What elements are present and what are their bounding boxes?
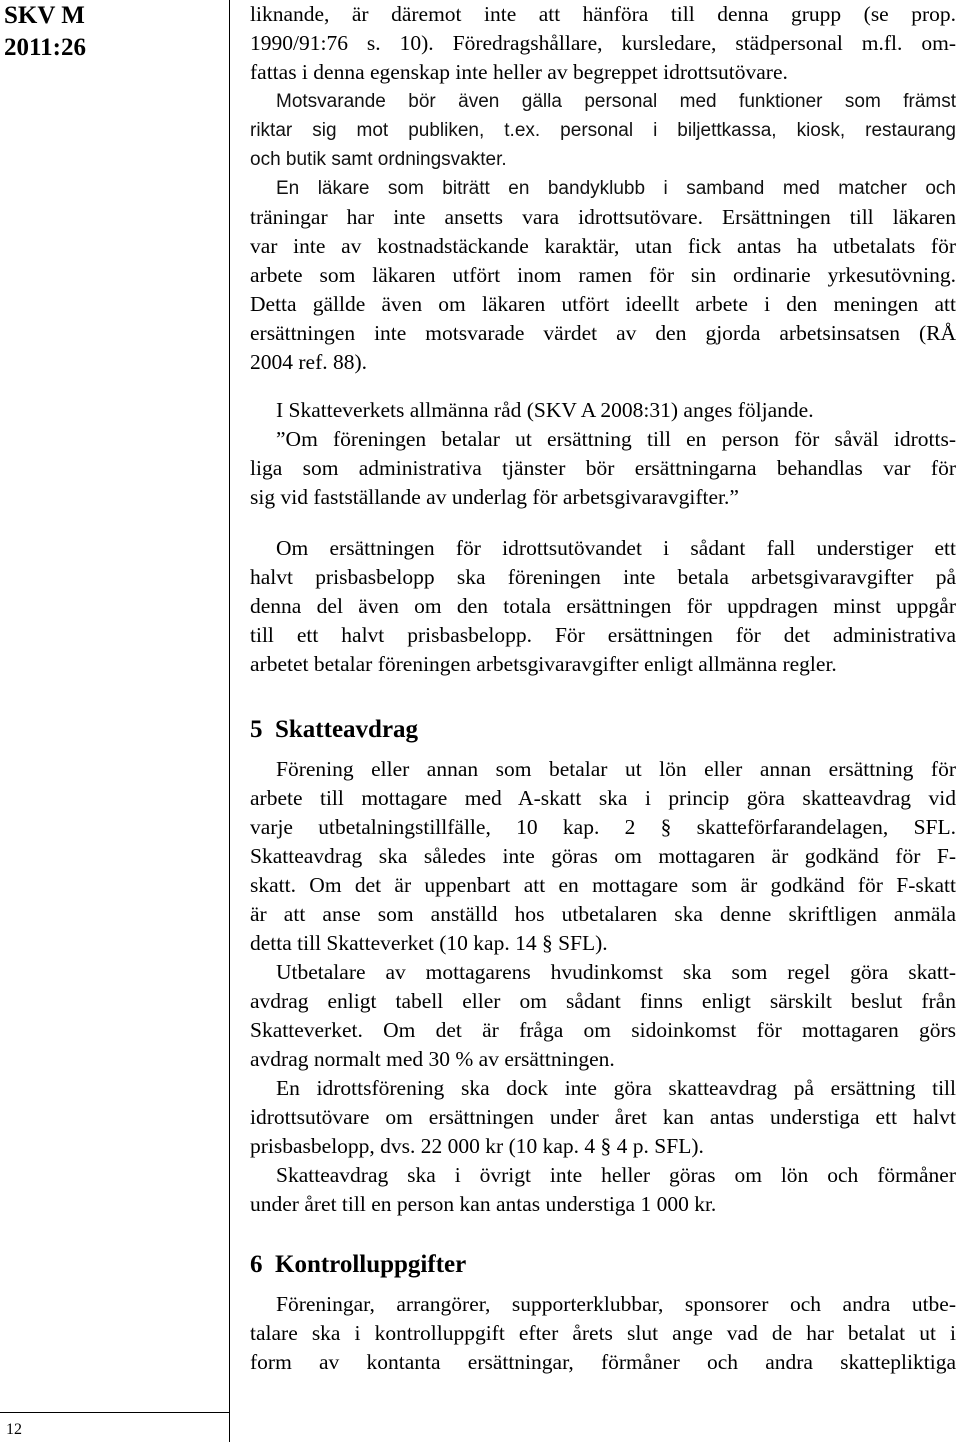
section-heading-6 [250,1250,466,1280]
text-line: och butik samt ordningsvakter. [250,149,507,170]
document-id-line2: 2011:26 [4,34,86,61]
text-line: liknande, är däremot inte att hänföra till denna grupp (se prop. [250,2,956,26]
document-id [4,0,86,64]
text-line: En läkare som biträtt en bandyklubb i samband med matcher och [276,178,956,199]
quote-close-mark: ” [729,485,739,509]
text-line: under året till en person kan antas understiga 1 000 kr. [250,1192,717,1216]
text-line: Skatteavdrag ska således inte göras om mottagaren är godkänd för F- [250,844,956,868]
general-advice-intro: I Skatteverkets allmänna råd (SKV A 2008:31) anges följande. [276,398,814,422]
text-line: arbete till mottagare med A-skatt ska i princip göra skatteavdrag vid [250,786,956,810]
section-title: Skatteavdrag [275,716,419,743]
text-line: ersättningen inte motsvarade värdet av den gjorda arbetsinsatsen (RÅ [250,321,956,345]
text-line: varje utbetalningstillfälle, 10 kap. 2 § skatteförfarandelagen, SFL. [250,815,956,839]
section-5-text [250,755,956,1219]
text-line: skatt. Om det är uppenbart att en mottagare som är godkänd för F-skatt [250,873,956,897]
general-advice [250,396,956,512]
page-number: 12 [6,1421,22,1438]
text-line: träningar har inte ansetts vara idrottsutövare. Ersättningen till läkaren [250,205,956,229]
text-line: fattas i denna egenskap inte heller av begreppet idrottsutövare. [250,60,788,84]
text-line: halvt prisbasbelopp ska föreningen inte betala arbetsgivaravgifter på [250,565,956,589]
text-line: prisbasbelopp, dvs. 22 000 kr (10 kap. 4 § 4 p. SFL). [250,1134,704,1158]
text-line: var inte av kostnadstäckande karaktär, utan fick antas ha utbetalats för [250,234,956,258]
quote-line [250,425,956,454]
intro-text [250,0,956,377]
text-line: avdrag normalt med 30 % av ersättningen. [250,1047,615,1071]
text-line: riktar sig mot publiken, t.ex. personal i biljettkassa, kiosk, restaurang [250,120,956,141]
quote-text: Om föreningen betalar ut ersättning till en person för såväl idrotts- [285,427,956,451]
paragraph-limits [250,534,956,679]
text-line: Skatteverket. Om det är fråga om sidoinkomst för mottagaren görs [250,1018,956,1042]
text-line: Motsvarande bör även gälla personal med funktioner som främst [276,91,956,112]
text-line: 1990/91:76 s. 10). Föredragshållare, kursledare, städpersonal m.fl. om- [250,31,956,55]
margin-rule [229,0,230,1442]
text-line: form av kontanta ersättningar, förmåner och andra skattepliktiga [250,1350,956,1374]
section-title: Kontrolluppgifter [275,1251,467,1278]
text-line: En idrottsförening ska dock inte göra skatteavdrag på ersättning till [276,1076,956,1100]
text-line: Föreningar, arrangörer, supporterklubbar, sponsorer och andra utbe- [276,1292,956,1316]
text-line: Förening eller annan som betalar ut lön eller annan ersättning för [276,757,956,781]
document-id-line1: SKV M [4,2,85,29]
quote-line [250,483,956,512]
text-line: är att anse som anställd hos utbetalaren ska denne skriftligen anmäla [250,902,956,926]
text-line: idrottsutövare om ersättningen under året kan antas understiga ett halvt [250,1105,956,1129]
text-line: arbete som läkaren utfört inom ramen för sin ordinarie yrkesutövning. [250,263,956,287]
text-line: till ett halvt prisbasbelopp. För ersättningen för det administrativa [250,623,956,647]
text-line: 2004 ref. 88). [250,350,368,374]
text-line: Skatteavdrag ska i övrigt inte heller göras om lön och förmåner [276,1163,956,1187]
quote-text: sig vid fastställande av underlag för arbetsgivaravgifter. [250,485,730,509]
text-line: Detta gällde även om läkaren utfört ideellt arbete i den meningen att [250,292,956,316]
text-line: Om ersättningen för idrottsutövandet i sådant fall understiger ett [276,536,956,560]
section-6-text [250,1290,956,1377]
text-line: Utbetalare av mottagarens hvudinkomst ska som regel göra skatt- [276,960,956,984]
section-number: 6 [250,1251,263,1278]
quote-line: liga som administrativa tjänster bör ersättningarna behandlas var för [250,456,956,480]
text-line: avdrag enligt tabell eller om sådant finns enligt särskilt beslut från [250,989,956,1013]
text-line: denna del även om den totala ersättningen för uppdragen minst uppgår [250,594,956,618]
section-heading-5 [250,715,418,745]
footer-rule [0,1412,229,1413]
text-line: detta till Skatteverket (10 kap. 14 § SFL). [250,931,608,955]
text-line: talare ska i kontrolluppgift efter årets slut ange vad de har betalat ut i [250,1321,956,1345]
quote-open-mark: ” [276,427,286,451]
text-line: arbetet betalar föreningen arbetsgivaravgifter enligt allmänna regler. [250,652,837,676]
section-number: 5 [250,716,263,743]
